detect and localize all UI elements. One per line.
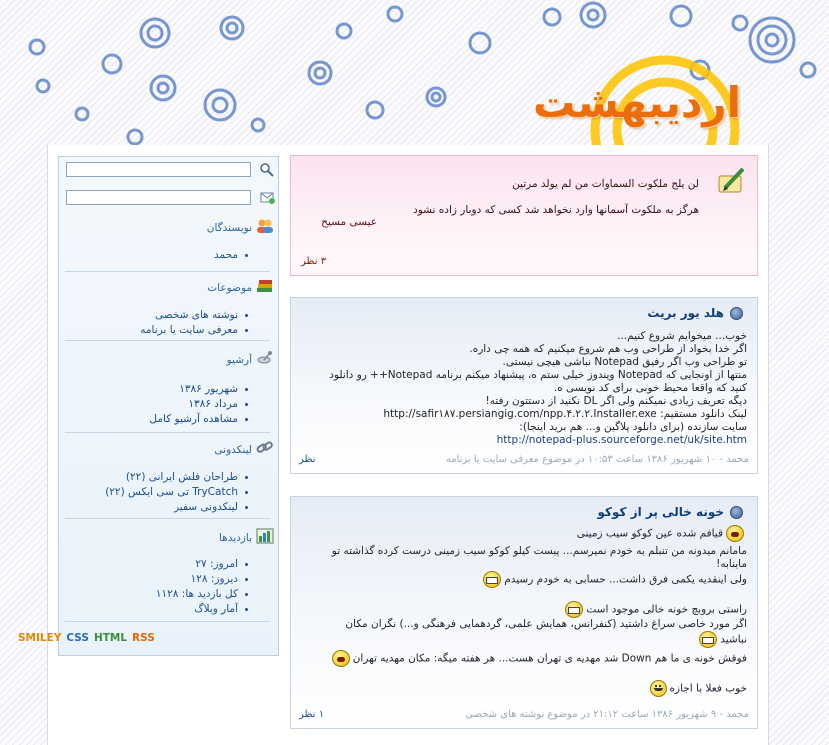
list-item[interactable]: لینکدونی سفیر bbox=[105, 500, 238, 515]
links-list bbox=[105, 470, 238, 515]
list-item[interactable]: مشاهده آرشیو کامل bbox=[149, 413, 238, 425]
post-line: ماینابه! bbox=[716, 558, 747, 570]
satellite-icon bbox=[256, 350, 274, 369]
authors-list bbox=[214, 248, 238, 263]
post-comments-link[interactable]: ۱ نظر bbox=[299, 709, 325, 720]
quote-line-2: هرگز به ملکوت آسمانها وارد نخواهد شد کسی که دوبار زاده نشود bbox=[413, 204, 699, 216]
post-title: خونه خالی پر از کوکو bbox=[598, 505, 743, 519]
list-item[interactable]: طراحان فلش ایرانی (۲۲) bbox=[105, 470, 238, 485]
post-line: مامانم میدونه من تنبلم به خودم نمیرسم... پیست کیلو کوکو سیب زمینی درست کرده گذاشته تو bbox=[331, 545, 747, 557]
post-bullet-icon bbox=[730, 506, 743, 519]
rss-badge[interactable]: RSS bbox=[132, 632, 155, 644]
post-line: راستی بروبچ خونه خالی موجود است bbox=[301, 601, 747, 618]
post-line: لینک دانلود مستقیم: http://safir۱۸۷.persiangig.com/npp.۴.۲.۲.Installer.exe bbox=[383, 408, 747, 420]
post-line: تو طراحی وب اگر رفیق Notepad نباشی هیچی نیستی. bbox=[502, 356, 747, 368]
post-line: کنید که واقعا محیط خوبی برای کد نویسی ه. bbox=[553, 382, 747, 394]
newsletter-input[interactable] bbox=[66, 190, 251, 205]
post-2 bbox=[290, 496, 758, 729]
archive-list bbox=[149, 382, 238, 427]
post-body bbox=[301, 330, 747, 447]
search-input[interactable] bbox=[66, 162, 251, 177]
post-body bbox=[301, 525, 747, 697]
post-line: اگر خدا بخواد از طراحی وب هم شروع میکنیم که همه چی داره. bbox=[469, 343, 747, 355]
post-meta-text: محمد - ۱۰ شهریور ۱۳۸۶ ساعت ۱۰:۵۳ در موضوع معرفی سایت یا برنامه bbox=[445, 454, 749, 465]
list-item: امروز: ۲۷ bbox=[156, 557, 238, 572]
grin-smiley-icon bbox=[699, 631, 717, 648]
divider bbox=[65, 340, 270, 341]
smile-icon bbox=[650, 680, 667, 697]
post-meta bbox=[299, 709, 749, 720]
post-link[interactable]: http://notepad-plus.sourceforge.net/uk/site.htm bbox=[496, 434, 747, 446]
post-line: خوب فعلا با اجازه bbox=[301, 680, 747, 697]
sidebar bbox=[58, 156, 279, 656]
badges-row bbox=[18, 632, 155, 644]
post-bullet-icon bbox=[730, 307, 743, 320]
list-item[interactable]: محمد bbox=[214, 249, 238, 261]
visits-list bbox=[156, 557, 238, 617]
post-line: نباشید bbox=[301, 631, 747, 648]
list-item: دیروز: ۱۲۸ bbox=[156, 572, 238, 587]
quote-comments-link[interactable]: ۳ نظر bbox=[301, 256, 327, 267]
divider bbox=[65, 518, 270, 519]
quote-box bbox=[290, 155, 758, 276]
grin-smiley-icon bbox=[483, 571, 501, 588]
post-line: خوب... میخوایم شروع کنیم... bbox=[617, 330, 747, 342]
topics-list bbox=[140, 308, 238, 338]
post-line: منتها از اونجایی که Notepad ویندوز خیلی ستم ه، پیشنهاد میکنم برنامه Notepad++ رو دانلود bbox=[329, 369, 747, 381]
archive-heading: آرشیو bbox=[227, 350, 274, 369]
post-line: قیافم شده عین کوکو سیب زمینی bbox=[301, 525, 747, 542]
post-comments-link[interactable]: نظر bbox=[299, 454, 316, 465]
post-1 bbox=[290, 297, 758, 474]
users-icon bbox=[256, 218, 274, 237]
list-item: کل بازدید ها: ۱۱۲۸ bbox=[155, 588, 238, 600]
grin-smiley-icon bbox=[565, 601, 583, 618]
quote-line-1: لن یلج ملکوت السماوات من لم یولد مرتین bbox=[512, 178, 699, 190]
links-heading: لینکدونی bbox=[214, 440, 274, 459]
list-item[interactable]: TryCatch تی سی ایکس (۲۲) bbox=[105, 486, 238, 498]
divider bbox=[65, 432, 270, 433]
post-line: ولی اینقدیه یکمی فرق داشت... حسابی به خودم رسیدم bbox=[301, 571, 747, 588]
html-badge[interactable]: HTML bbox=[93, 632, 128, 644]
authors-heading: نویسندگان bbox=[207, 218, 274, 237]
post-line bbox=[301, 667, 747, 680]
post-line: اگر مورد خاصی سراغ داشتید (کنفرانس، همایش علمی، گردهمایی فرهنگی و...) نگران مکان bbox=[345, 618, 747, 630]
list-item[interactable]: معرفی سایت یا برنامه bbox=[140, 324, 238, 336]
post-line bbox=[301, 588, 747, 601]
post-meta-text: محمد - ۹ شهریور ۱۳۸۶ ساعت ۲۱:۱۲ در موضوع نوشته های شخصی bbox=[465, 709, 749, 720]
list-item[interactable]: شهریور ۱۳۸۶ bbox=[149, 382, 238, 397]
list-item[interactable]: مرداد ۱۳۸۶ bbox=[149, 397, 238, 412]
visits-heading: بازدیدها bbox=[219, 528, 274, 547]
post-meta bbox=[299, 454, 749, 465]
topics-heading: موضوعات bbox=[207, 278, 274, 297]
quote-author: عیسی مسیح bbox=[321, 216, 377, 228]
bar-chart-icon bbox=[256, 528, 274, 547]
chain-link-icon bbox=[256, 440, 274, 459]
site-title[interactable]: اردیبهشت bbox=[533, 78, 741, 127]
shocked-smiley-icon bbox=[332, 650, 350, 667]
divider bbox=[65, 621, 270, 622]
newsletter-icon[interactable] bbox=[259, 189, 275, 205]
css-badge[interactable]: CSS bbox=[66, 632, 89, 644]
post-line: سایت سازنده (برای دانلود پلاگین و... هم برید اینجا): bbox=[519, 421, 747, 433]
list-item[interactable]: نوشته های شخصی bbox=[140, 308, 238, 323]
post-title: هلد یور بریث bbox=[647, 306, 743, 320]
pencil-note-icon bbox=[717, 166, 747, 197]
post-line: دیگه تعریف زیادی نمیکنم ولی اگر DL نکنید از دستتون رفته! bbox=[485, 395, 747, 407]
shocked-smiley-icon bbox=[726, 525, 744, 542]
books-icon bbox=[256, 278, 274, 297]
post-line: فوقش خونه ی ما هم Down شد مهدیه ی تهران هست... هر هفته میگه: مکان مهدیه تهران bbox=[301, 650, 747, 667]
smiley-badge[interactable]: SMILEY bbox=[18, 632, 62, 644]
list-item[interactable]: آمار وبلاگ bbox=[156, 602, 238, 617]
divider bbox=[65, 271, 270, 272]
search-icon[interactable] bbox=[259, 162, 275, 178]
